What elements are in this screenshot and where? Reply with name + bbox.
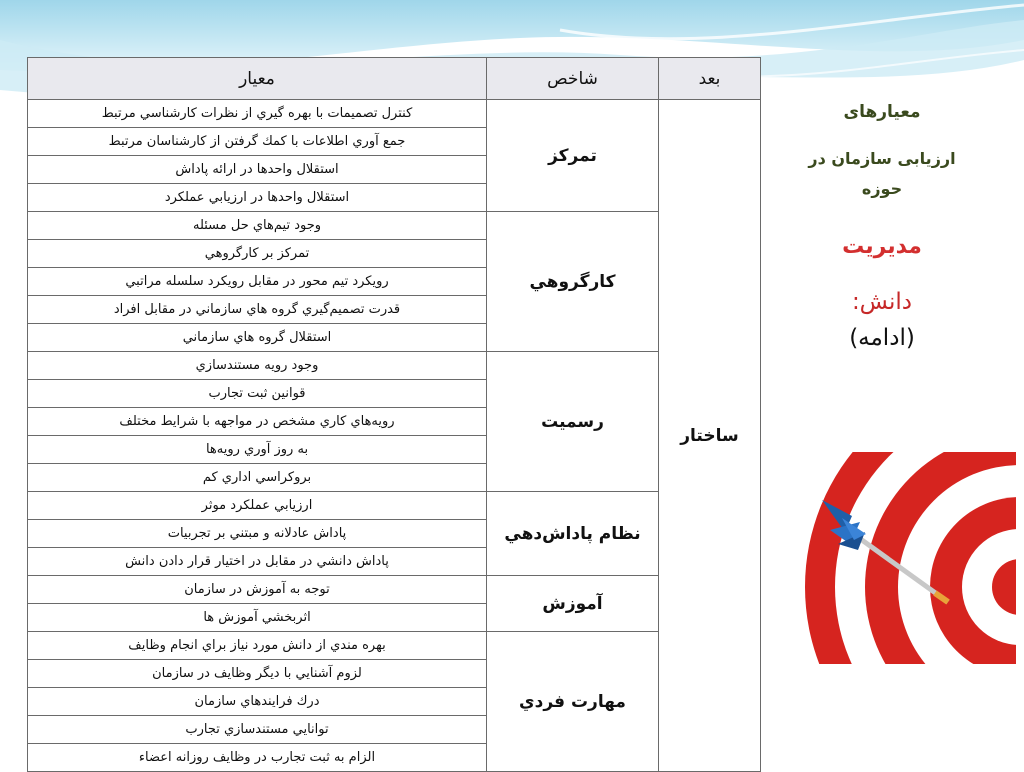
- indicator-cell: رسميت: [487, 352, 659, 492]
- table-row: [28, 632, 761, 660]
- indicator-cell: كارگروهي: [487, 212, 659, 352]
- criterion-cell: تمركز بر كارگروهي: [28, 240, 487, 268]
- criterion-cell: اثربخشي آموزش ها: [28, 604, 487, 632]
- criterion-cell: درك فرايندهاي سازمان: [28, 688, 487, 716]
- criterion-cell: ارزيابي عملكرد موثر: [28, 492, 487, 520]
- indicator-cell: آموزش: [487, 576, 659, 632]
- side-title: [790, 98, 974, 351]
- criterion-cell: توجه به آموزش در سازمان: [28, 576, 487, 604]
- criterion-cell: كنترل تصميمات با بهره گيري از نظرات كارشناسي مرتبط: [28, 100, 487, 128]
- table-body: [28, 100, 761, 772]
- table-row: [28, 352, 761, 380]
- criterion-cell: وجود تيم‌هاي حل مسئله: [28, 212, 487, 240]
- indicator-cell: مهارت فردي: [487, 632, 659, 772]
- criterion-cell: پاداش دانشي در مقابل در اختيار قرار دادن دانش: [28, 548, 487, 576]
- table-header-row: [28, 58, 761, 100]
- criteria-table-container: [27, 57, 760, 768]
- criteria-table: [27, 57, 761, 772]
- criterion-cell: بهره مندي از دانش مورد نياز براي انجام وظايف: [28, 632, 487, 660]
- title-line-4: دانش:: [851, 289, 913, 315]
- title-line-3: مديريت: [842, 234, 922, 259]
- criterion-cell: به روز آوري رويه‌ها: [28, 436, 487, 464]
- criterion-cell: وجود رويه مستندسازي: [28, 352, 487, 380]
- title-line-1: معيارهای: [843, 102, 921, 122]
- title-line-2: ارزيابی سازمان در حوزه: [808, 149, 956, 198]
- dimension-cell: ساختار: [659, 100, 761, 772]
- criterion-cell: بروكراسي اداري كم: [28, 464, 487, 492]
- criterion-cell: الزام به ثبت تجارب در وظايف روزانه اعضاء: [28, 744, 487, 772]
- header-dimension: بعد: [659, 58, 761, 100]
- criterion-cell: لزوم آشنايي با ديگر وظايف در سازمان: [28, 660, 487, 688]
- criterion-cell: استقلال واحدها در ارائه پاداش: [28, 156, 487, 184]
- criterion-cell: پاداش عادلانه و مبتني بر تجربيات: [28, 520, 487, 548]
- table-row: [28, 492, 761, 520]
- criterion-cell: توانايي مستندسازي تجارب: [28, 716, 487, 744]
- header-indicator: شاخص: [487, 58, 659, 100]
- indicator-cell: نظام پاداش‌دهي: [487, 492, 659, 576]
- indicator-cell: تمركز: [487, 100, 659, 212]
- criterion-cell: قدرت تصميم‌گيري گروه هاي سازماني در مقابل افراد: [28, 296, 487, 324]
- table-row: [28, 100, 761, 128]
- criterion-cell: جمع آوري اطلاعات با كمك گرفتن از كارشناسان مرتبط: [28, 128, 487, 156]
- title-line-5: (ادامه): [849, 325, 915, 351]
- target-dart-icon: [770, 452, 1016, 664]
- criterion-cell: رويكرد تيم محور در مقابل رويكرد سلسله مراتبي: [28, 268, 487, 296]
- header-criteria: معيار: [28, 58, 487, 100]
- table-row: [28, 212, 761, 240]
- criterion-cell: رويه‌هاي كاري مشخص در مواجهه با شرايط مختلف: [28, 408, 487, 436]
- criterion-cell: قوانين ثبت تجارب: [28, 380, 487, 408]
- criterion-cell: استقلال واحدها در ارزيابي عملكرد: [28, 184, 487, 212]
- criterion-cell: استقلال گروه هاي سازماني: [28, 324, 487, 352]
- table-row: [28, 576, 761, 604]
